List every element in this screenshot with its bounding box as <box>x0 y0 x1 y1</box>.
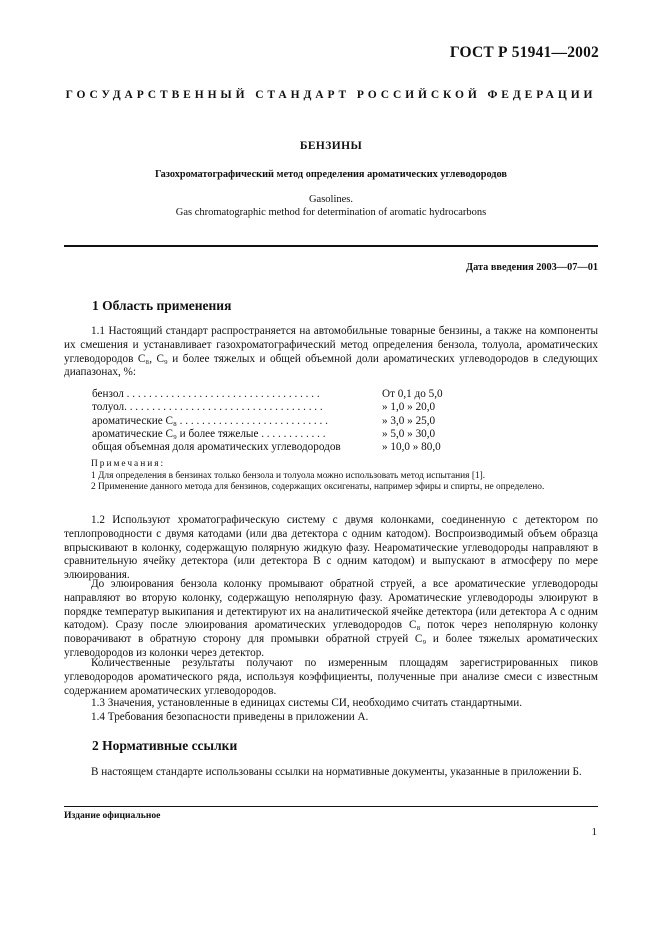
range-value: » 10,0 » 80,0 <box>382 441 441 454</box>
note-1: 1 Для определения в бензинах только бензола и толуола можно использовать метод испытания [1]. <box>91 470 486 481</box>
paragraph-1-3: 1.3 Значения, установленные в единицах системы СИ, необходимо считать стандартными. <box>91 697 523 709</box>
state-standard-header: ГОСУДАРСТВЕННЫЙ СТАНДАРТ РОССИЙСКОЙ ФЕДЕРАЦИИ <box>65 89 597 101</box>
paragraph-1-2c: Количественные результаты получают по измеренным площадям зарегистрированных пиков углеводородов ароматического ряда, используя коэффициенты, полученные при анализе смеси с известным содержанием ароматических углеводородов. <box>64 657 598 697</box>
range-label: ароматические C₉ и более тяжелые . . . . . . . . . . . . <box>92 427 326 440</box>
paragraph-1-1: 1.1 Настоящий стандарт распространяется на автомобильные товарные бензины, а также на компоненты их смешения и устанавливает газохроматографический метод определения бензола, толуола, ароматических углеводородов C₈, C₉ и более тяжелых и общей объемной доли ароматических углеводородов в следующих диапазонах, %: <box>64 325 598 379</box>
notes-block <box>64 459 598 494</box>
english-title-line-1: Gasolines. <box>308 194 354 205</box>
range-value: » 1,0 » 20,0 <box>382 401 436 414</box>
range-value: » 5,0 » 30,0 <box>382 427 436 440</box>
document-title: БЕНЗИНЫ <box>299 140 363 152</box>
section-1-heading: 1 Область применения <box>92 298 232 313</box>
document-subtitle: Газохроматографический метод определения ароматических углеводородов <box>155 169 507 180</box>
paragraph-1-2b: До элюирования бензола колонку промывают обратной струей, а все ароматические углеводороды направляют во вторую колонку, содержащую неполярную фазу. Ароматические углеводороды элюируют в порядке температур выкипания и детектируют их на аналитической ячейке детектора (или детектора А с одним катодом). Сразу после элюирования ароматических углеводородов C₈ поток через неполярную колонку поворачивают в обратную сторону для промывки обратной струей C₉ и более тяжелых ароматических углеводородов из колонки через детектор. <box>64 578 598 659</box>
footer-divider <box>64 806 598 807</box>
range-value: От 0,1 до 5,0 <box>382 388 443 400</box>
paragraph-1-4: 1.4 Требования безопасности приведены в приложении А. <box>91 711 369 723</box>
official-edition-label: Издание официальное <box>64 810 161 821</box>
range-label: толуол. . . . . . . . . . . . . . . . . . . . . . . . . . . . . . . . . . . . <box>92 401 323 414</box>
paragraph-2: В настоящем стандарте использованы ссылки на нормативные документы, указанные в приложении Б. <box>91 766 582 778</box>
english-title-line-2: Gas chromatographic method for determination of aromatic hydrocarbons <box>175 207 487 218</box>
note-2: 2 Применение данного метода для бензинов, содержащих оксигенаты, например эфиры и спирты, не определено. <box>91 482 545 493</box>
english-title <box>64 193 598 219</box>
range-label: бензол . . . . . . . . . . . . . . . . . . . . . . . . . . . . . . . . . . . <box>92 388 320 400</box>
page-number: 1 <box>591 826 597 838</box>
header-divider <box>64 245 598 247</box>
section-2-heading: 2 Нормативные ссылки <box>92 738 238 753</box>
range-value: » 3,0 » 25,0 <box>382 414 436 427</box>
paragraph-1-2a: 1.2 Используют хроматографическую систему с двумя колонками, соединенную с детектором по теплопроводности с двумя катодами (или два детектора с одним катодом). Воспроизводимый объем образца впрыскивают в колонку, содержащую полярную жидкую фазу. Неароматические углеводороды направляют в сравнительную ячейку детектора (или детектора В с одним катодом) и выпускают в атмосферу по мере элюирования. <box>64 514 598 582</box>
notes-title: Примечания: <box>91 459 166 469</box>
range-label: общая объемная доля ароматических углеводородов <box>92 441 341 454</box>
range-label: ароматические C₈ . . . . . . . . . . . . . . . . . . . . . . . . . . . <box>92 414 328 427</box>
introduction-date: Дата введения 2003—07—01 <box>466 262 598 273</box>
document-code: ГОСТ Р 51941—2002 <box>449 44 599 61</box>
